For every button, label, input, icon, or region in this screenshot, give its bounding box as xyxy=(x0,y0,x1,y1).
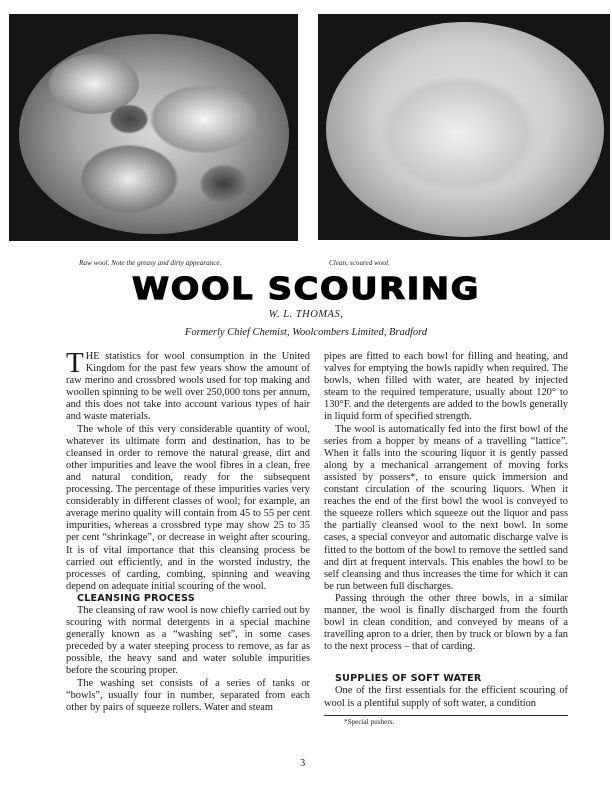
paragraph: The washing set consists of a series of tanks or “bowls”, usually four in number, separated from each other by pairs of squeeze rollers. Water and steam xyxy=(66,677,310,713)
page-number: 3 xyxy=(300,758,306,769)
footnote: *Special pushers. xyxy=(344,717,395,726)
article-author: W. L. THOMAS, xyxy=(268,309,344,320)
paragraph: The whole of this very considerable quantity of wool, whatever its ultimate form and destination, has to be cleansed in order to remove the natural grease, dirt and other impurities and leave the wool fibres in a clean, free and natural condition, ready for the subsequent processing. The percentage of these impurities varies very considerably in different classes of wool; for example, an average merino quality will contain from 45 to 55 per cent impurities, whereas a crossbred type may show 25 to 35 per cent “shrinkage”, or decrease in weight after scouring. It is of vital importance that this cleansing process be carried out efficiently, and in the worsted industry, the processes of carding, combing, spinning and weaving depend on adequate initial scouring of the wool. xyxy=(66,423,310,592)
paragraph: One of the first essentials for the efficient scouring of wool is a plentiful supply of soft water, a condition xyxy=(324,685,568,709)
drop-cap: T xyxy=(66,347,84,379)
section-heading-cleansing: CLEANSING PROCESS xyxy=(77,592,195,604)
raw-wool-photo xyxy=(9,14,298,241)
text-column-left xyxy=(66,347,310,714)
figure-caption-raw-wool: Raw wool. Note the greasy and dirty appearance. xyxy=(79,259,222,267)
article-title: WOOL SCOURING xyxy=(132,272,480,307)
intro-paragraph: THE statistics for wool consumption in the United Kingdom for the past few years show the amount of raw merino and crossbred wools used for top making and woollen spinning to be well over 250,000 tons per annum, and this does not take into account various types of hair and waste materials. xyxy=(66,347,310,423)
paragraph: The wool is automatically fed into the first bowl of the series from a hopper by means of a travelling “lattice”. When it falls into the scouring liquor it is gently passed along by a mechanical arrangement of moving forks assisted by possers*, to ensure quick immersion and constant circulation of the scouring liquors. When it reaches the end of the first bowl the wool is conveyed to the squeeze rollers which squeeze out the liquor and pass the partially cleansed wool to the next bowl. In some cases, a special conveyor and automatic discharge valve is fitted to the bottom of the bowl to remove the settled sand and dirt at frequent intervals. This enables the bowl to be self cleansing and thus increases the time for which it can be run between full discharges. xyxy=(324,423,568,592)
figure-caption-scoured-wool: Clean, scoured wool. xyxy=(329,259,390,267)
text-column-right xyxy=(324,351,568,728)
paragraph: pipes are fitted to each bowl for filling and heating, and valves for emptying the bowls rapidly when required. The bowls, when filled with water, are heated by injected steam to the required temperature, usually about 120° to 130°F. and the detergents are added to the bowls generally in liquid form of specified strength. xyxy=(324,351,568,423)
scoured-wool-photo xyxy=(318,14,610,240)
section-heading-soft-water: SUPPLIES OF SOFT WATER xyxy=(335,673,482,685)
paragraph: Passing through the other three bowls, in a similar manner, the wool is finally discharged from the fourth bowl in clean condition, and conveyed by means of a travelling apron to a drier, then by truck or blown by a fan to the next process – that of carding. xyxy=(324,592,568,653)
paragraph: The cleansing of raw wool is now chiefly carried out by scouring with normal detergents in a special machine generally known as a “washing set”, in some cases preceded by a water steeping process to remove, as far as possible, the heavy sand and water soluble impurities before the scouring proper. xyxy=(66,604,310,677)
author-affiliation: Formerly Chief Chemist, Woolcombers Limited, Bradford xyxy=(184,327,428,338)
